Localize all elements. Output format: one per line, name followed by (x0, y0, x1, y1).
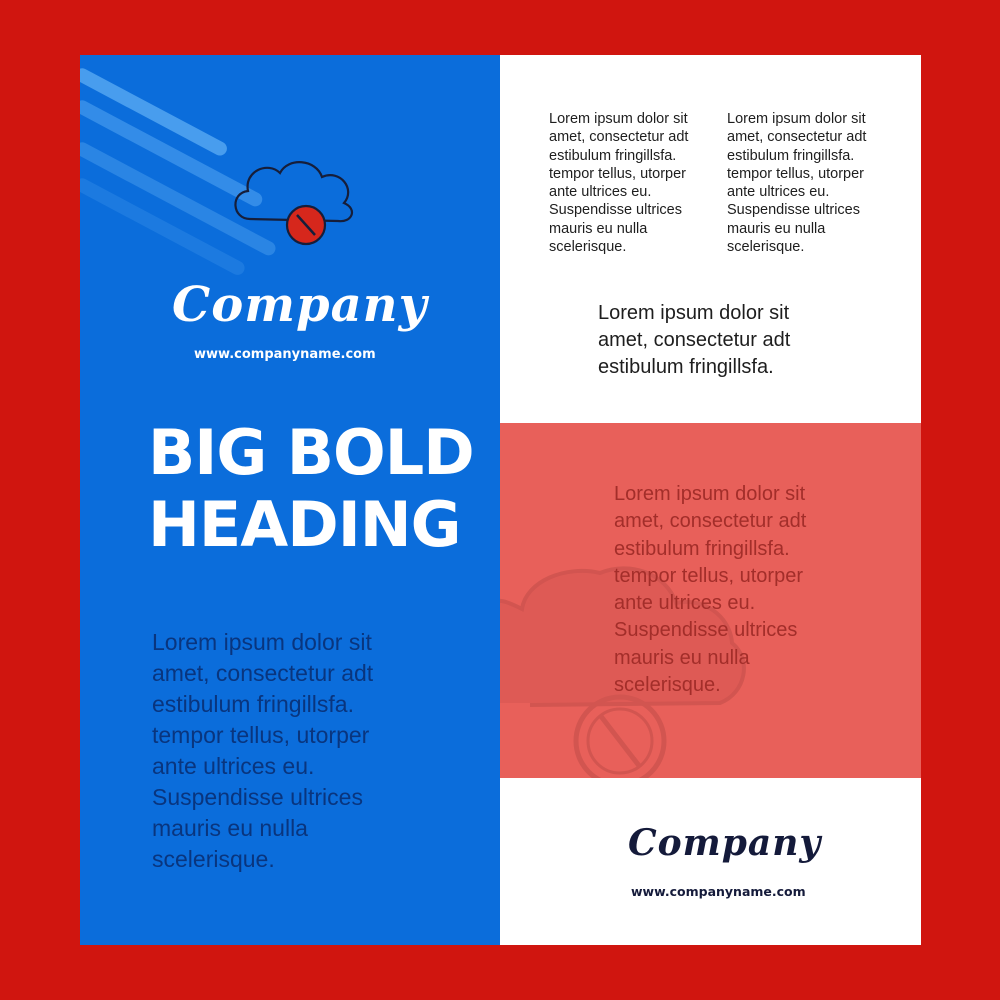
cloud-prohibited-icon (228, 155, 368, 251)
big-bold-heading: BIG BOLD HEADING (148, 416, 474, 561)
right-mid-panel (500, 423, 921, 778)
watermark-prohibit-slash (600, 715, 640, 767)
right-top-panel (500, 55, 921, 423)
text-column-1: Lorem ipsum dolor sit amet, consectetur adt estibulum fringillsfa. tempor tellus, utorper ante ultrices eu. Suspendisse ultrices mauris eu nulla scelerisque. (549, 111, 689, 256)
left-brand-url: www.companyname.com (194, 347, 376, 362)
left-paragraph: Lorem ipsum dolor sit amet, consectetur adt estibulum fringillsfa. tempor tellus, utorper ante ultrices eu. Suspendisse ultrices mauris eu nulla scelerisque. (152, 629, 374, 872)
bottom-brand-url: www.companyname.com (631, 884, 806, 899)
bottom-brand-name: Company (628, 822, 822, 864)
coral-paragraph: Lorem ipsum dolor sit amet, consectetur adt estibulum fringillsfa. tempor tellus, utorper ante ultrices eu. Suspendisse ultrices mauris eu nulla scelerisque. (614, 483, 807, 697)
right-top-paragraph: Lorem ipsum dolor sit amet, consectetur adt estibulum fringillsfa. (598, 302, 791, 378)
left-panel (80, 55, 500, 945)
text-column-2: Lorem ipsum dolor sit amet, consectetur adt estibulum fringillsfa. tempor tellus, utorper ante ultrices eu. Suspendisse ultrices mauris eu nulla scelerisque. (727, 111, 867, 256)
left-brand-name: Company (172, 277, 428, 333)
right-bottom-panel (500, 778, 921, 945)
